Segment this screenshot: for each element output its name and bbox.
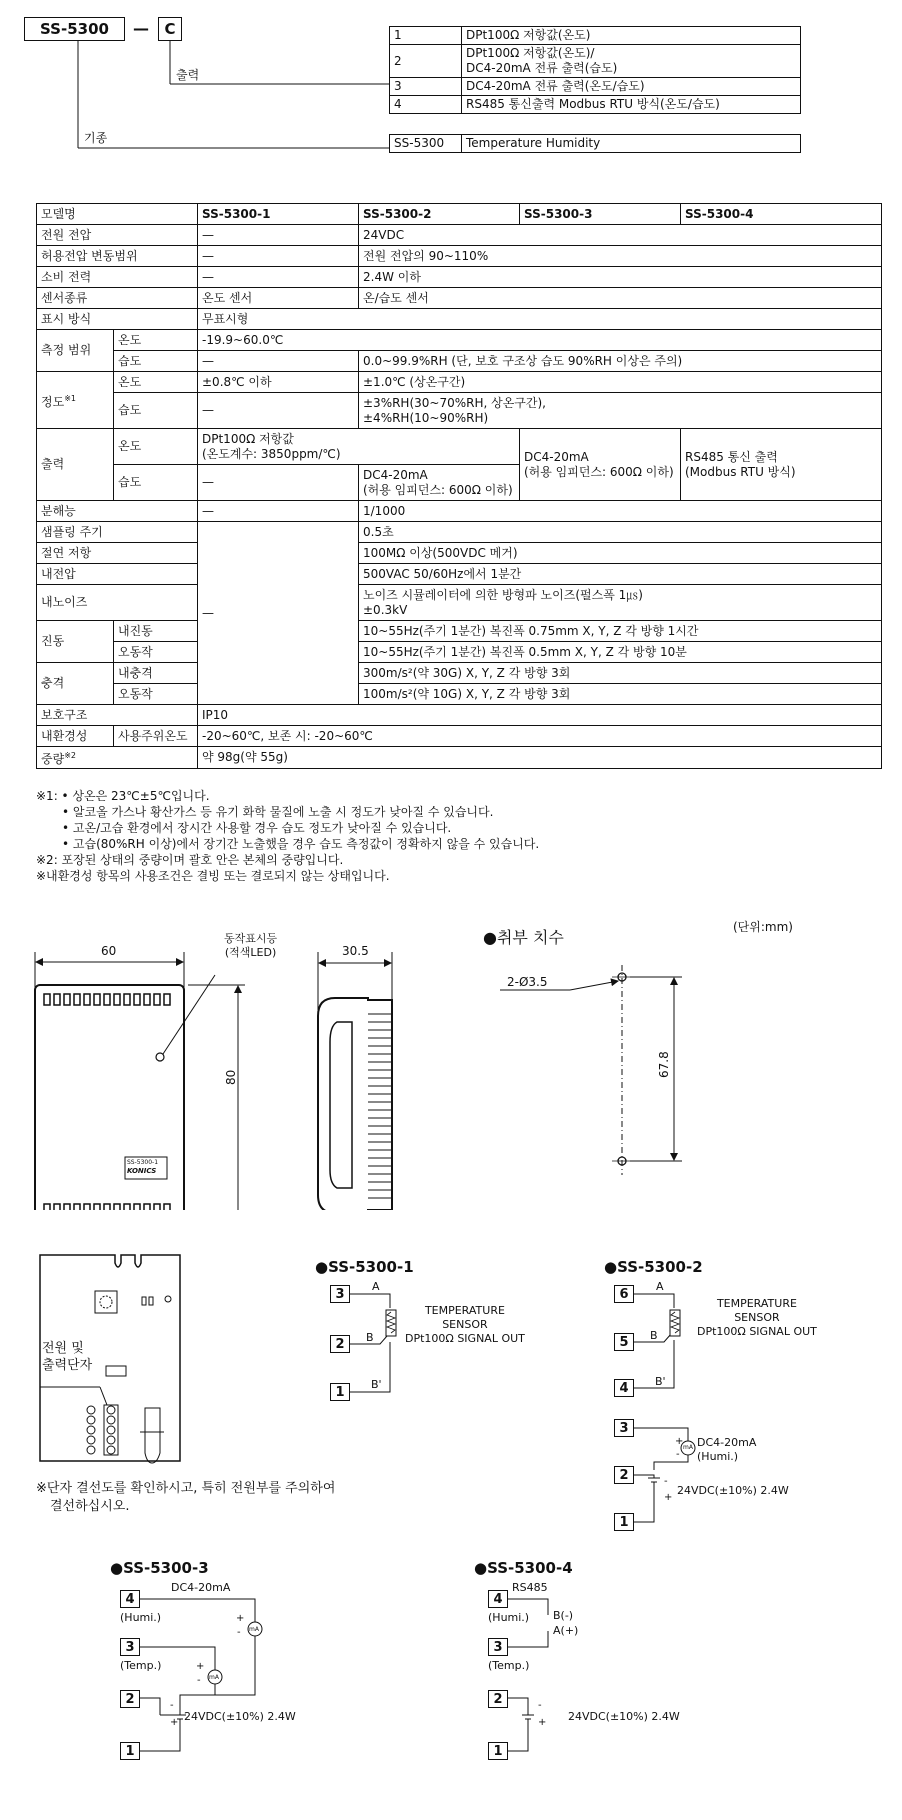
- model-dash: —: [133, 19, 149, 38]
- option-no: 3: [390, 78, 462, 96]
- wiring-1-title: ●SS-5300-1: [315, 1258, 414, 1276]
- spec-row: 표시 방식 무표시형: [37, 309, 882, 330]
- spec-row: 정도$^{※1}$ 온도 ±0.8℃ 이하 ±1.0℃ (상온구간): [37, 372, 882, 393]
- spec-row: 내환경성 사용주위온도 -20~60℃, 보존 시: -20~60℃: [37, 726, 882, 747]
- dim-depth: 30.5: [342, 944, 369, 958]
- wiring-1-b: B: [366, 1331, 374, 1344]
- spec-row: 습도 — DC4-20mA (허용 임피던스: 600Ω 이하): [37, 465, 882, 501]
- wiring-2-term-6: 6: [614, 1285, 634, 1303]
- wiring-3-term-3: 3: [120, 1638, 140, 1656]
- wiring-1-a: A: [372, 1280, 380, 1293]
- wiring-1-b2: B': [371, 1378, 382, 1391]
- spec-row: 샘플링 주기 — 0.5초: [37, 522, 882, 543]
- wiring-2-a: A: [656, 1280, 664, 1293]
- option-no: 4: [390, 96, 462, 114]
- device-nameplate: SS-5300-1 KONICS: [127, 1159, 159, 1175]
- wiring-4-humi: (Humi.): [488, 1611, 530, 1624]
- spec-row: 내노이즈 노이즈 시뮬레이터에 의한 방형파 노이즈(펄스폭 1㎲) ±0.3kV: [37, 585, 882, 621]
- wiring-3-minus-2: -: [197, 1675, 201, 1686]
- base-model: SS-5300: [390, 135, 462, 153]
- spec-row: 내전압 500VAC 50/60Hz에서 1분간: [37, 564, 882, 585]
- wiring-4-ap: A(+): [553, 1624, 579, 1637]
- dim-height: 80: [224, 1069, 238, 1085]
- wiring-2-ma: mA: [683, 1444, 693, 1451]
- wiring-2-term-1: 1: [614, 1513, 634, 1531]
- footnote: • 고습(80%RH 이상)에서 장기간 노출했을 경우 습도 측정값이 정확하지 않을 수 있습니다.: [62, 837, 540, 851]
- spec-row: 센서종류 온도 센서 온/습도 센서: [37, 288, 882, 309]
- spec-row: 절연 저항 100MΩ 이상(500VDC 메거): [37, 543, 882, 564]
- spec-row: 보호구조 IP10: [37, 705, 882, 726]
- model-suffix-box: C: [158, 17, 182, 41]
- spec-row: 측정 범위 온도 -19.9~60.0℃: [37, 330, 882, 351]
- wiring-3-power-plus: +: [170, 1717, 179, 1728]
- wiring-4-power: 24VDC(±10%) 2.4W: [568, 1710, 680, 1723]
- wiring-2-sensor: TEMPERATURE SENSOR DPt100Ω SIGNAL OUT: [697, 1297, 817, 1338]
- wiring-2-plus: +: [675, 1436, 684, 1447]
- wiring-3-plus-1: +: [236, 1613, 245, 1624]
- spec-row: 충격 내충격 300m/s²(약 30G) X, Y, Z 각 방향 3회: [37, 663, 882, 684]
- spec-row: 허용전압 변동범위 — 전원 전압의 90~110%: [37, 246, 882, 267]
- wiring-2-title: ●SS-5300-2: [604, 1258, 703, 1276]
- base-label: 기종: [84, 131, 108, 145]
- wiring-2-term-2: 2: [614, 1466, 634, 1484]
- dim-width: 60: [101, 944, 117, 958]
- footnote: ※2: 포장된 상태의 중량이며 괄호 안은 본체의 중량입니다.: [36, 853, 344, 867]
- spec-row: 출력 온도 DPt100Ω 저항값 (온도계수: 3850ppm/℃) DC4-20mA (허용 임피던스: 600Ω 이하) RS485 통신 출력 (Modbus RTU 방식): [37, 429, 882, 465]
- wiring-2-power-minus: -: [664, 1476, 668, 1487]
- spec-row: 오동작 10~55Hz(주기 1분간) 복진폭 0.5mm X, Y, Z 각 방향 10분: [37, 642, 882, 663]
- wiring-2-term-5: 5: [614, 1333, 634, 1351]
- spec-row: 오동작 100m/s²(약 10G) X, Y, Z 각 방향 3회: [37, 684, 882, 705]
- wiring-4-bm: B(-): [553, 1609, 574, 1622]
- spec-row: 진동 내진동 10~55Hz(주기 1분간) 복진폭 0.75mm X, Y, Z 각 방향 1시간: [37, 621, 882, 642]
- footnote: ※내환경성 항목의 사용조건은 결빙 또는 결로되지 않는 상태입니다.: [36, 869, 390, 883]
- wiring-3-temp: (Temp.): [120, 1659, 162, 1672]
- wiring-3-plus-2: +: [196, 1661, 205, 1672]
- spec-table: [36, 203, 882, 769]
- led-label: 동작표시등 (적색LED): [224, 932, 278, 959]
- wiring-2-minus: -: [676, 1449, 680, 1460]
- base-option-table: [389, 134, 801, 153]
- output-options-table: [389, 26, 801, 114]
- wiring-3-minus-1: -: [237, 1627, 241, 1638]
- wiring-1-term-3: 3: [330, 1285, 350, 1303]
- wiring-4-rs: RS485: [512, 1581, 548, 1594]
- wiring-4-term-1: 1: [488, 1742, 508, 1760]
- footnote: ※1: • 상온은 23℃±5℃입니다.: [36, 789, 210, 803]
- output-label: 출력: [176, 68, 200, 82]
- spec-row: 전원 전압 — 24VDC: [37, 225, 882, 246]
- wiring-2-term-4: 4: [614, 1379, 634, 1397]
- option-desc: DC4-20mA 전류 출력(온도/습도): [462, 78, 801, 96]
- spec-row: 중량$^{※2}$ 약 98g(약 55g): [37, 747, 882, 769]
- wiring-1-term-2: 2: [330, 1335, 350, 1353]
- footnote: • 알코올 가스나 황산가스 등 유기 화학 물질에 노출 시 정도가 낮아질 수 있습니다.: [62, 805, 494, 819]
- wiring-3-out: DC4-20mA: [171, 1581, 231, 1594]
- side-view: [318, 952, 392, 1210]
- spec-row: 소비 전력 — 2.4W 이하: [37, 267, 882, 288]
- spec-row: 습도 — ±3%RH(30~70%RH, 상온구간), ±4%RH(10~90%RH): [37, 393, 882, 429]
- wiring-3-term-1: 1: [120, 1742, 140, 1760]
- unit-label: (단위:mm): [733, 920, 793, 934]
- base-desc: Temperature Humidity: [462, 135, 801, 153]
- wiring-2-power-plus: +: [664, 1492, 673, 1503]
- terminal-label: 전원 및 출력단자: [42, 1341, 93, 1373]
- wiring-2-power: 24VDC(±10%) 2.4W: [677, 1484, 789, 1497]
- wiring-1-sensor: TEMPERATURE SENSOR DPt100Ω SIGNAL OUT: [405, 1304, 525, 1345]
- option-desc: DPt100Ω 저항값(온도): [462, 27, 801, 45]
- option-desc: DPt100Ω 저항값(온도)/ DC4-20mA 전류 출력(습도): [462, 45, 801, 78]
- wiring-2-output: DC4-20mA (Humi.): [697, 1436, 757, 1463]
- wiring-1-term-1: 1: [330, 1383, 350, 1401]
- spec-row: 분해능 — 1/1000: [37, 501, 882, 522]
- wiring-3-ma-2: mA: [209, 1674, 219, 1681]
- wiring-2-b2: B': [655, 1375, 666, 1388]
- footnote: • 고온/고습 환경에서 장시간 사용할 경우 습도 정도가 낮아질 수 있습니다.: [62, 821, 452, 835]
- wiring-4-power-plus: +: [538, 1717, 547, 1728]
- wiring-2-b: B: [650, 1329, 658, 1342]
- wiring-3-humi: (Humi.): [120, 1611, 162, 1624]
- terminal-note: ※단자 결선도를 확인하시고, 특히 전원부를 주의하여 결선하십시오.: [36, 1481, 336, 1514]
- option-no: 2: [390, 45, 462, 78]
- wiring-3-term-2: 2: [120, 1690, 140, 1708]
- footnotes: [36, 788, 539, 884]
- model-base-box: SS-5300: [24, 17, 125, 41]
- mount-drawing: [500, 965, 682, 1175]
- wiring-4-temp: (Temp.): [488, 1659, 530, 1672]
- hole-label: 2-Ø3.5: [507, 975, 548, 989]
- wiring-3-power: 24VDC(±10%) 2.4W: [184, 1710, 296, 1723]
- spec-row: 습도 — 0.0~99.9%RH (단, 보호 구조상 습도 90%RH 이상은 주의): [37, 351, 882, 372]
- wiring-3-ma-1: mA: [249, 1626, 259, 1633]
- option-no: 1: [390, 27, 462, 45]
- wiring-4-term-3: 3: [488, 1638, 508, 1656]
- terminal-drawing: [0, 1235, 260, 1475]
- wiring-3-power-minus: -: [170, 1700, 174, 1711]
- wiring-3-title: ●SS-5300-3: [110, 1559, 209, 1577]
- spec-header-row: 모델명 SS-5300-1 SS-5300-2 SS-5300-3 SS-5300-4: [37, 204, 882, 225]
- wiring-3-term-4: 4: [120, 1590, 140, 1608]
- wiring-4-power-minus: -: [538, 1700, 542, 1711]
- wiring-4-title: ●SS-5300-4: [474, 1559, 573, 1577]
- option-desc: RS485 통신출력 Modbus RTU 방식(온도/습도): [462, 96, 801, 114]
- mount-title: ●취부 치수: [483, 928, 564, 947]
- wiring-2-term-3: 3: [614, 1419, 634, 1437]
- hole-pitch: 67.8: [657, 1051, 671, 1078]
- wiring-4-term-4: 4: [488, 1590, 508, 1608]
- wiring-4-term-2: 2: [488, 1690, 508, 1708]
